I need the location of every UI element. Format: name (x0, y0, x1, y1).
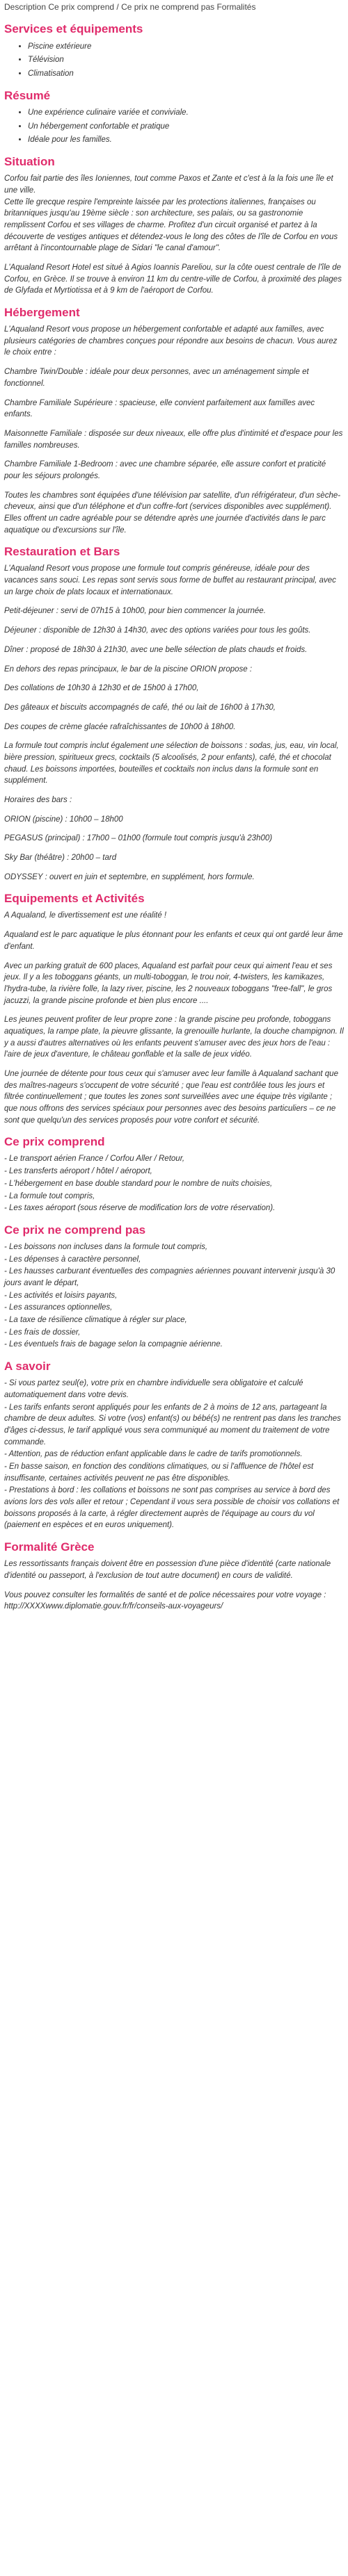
list-item: - L'hébergement en base double standard pour le nombre de nuits choisies, (4, 1179, 273, 1188)
paragraph: Dîner : proposé de 18h30 à 21h30, avec une belle sélection de plats chauds et froids. (4, 645, 308, 654)
a-savoir-section (4, 1359, 344, 1531)
list-item: - La taxe de résilience climatique à régler sur place, (4, 1316, 187, 1325)
resume-section (4, 88, 344, 146)
paragraph: Chambre Twin/Double : idéale pour deux personnes, avec un aménagement simple et fonctionnel. (4, 368, 309, 388)
list-item: - Les tarifs enfants seront appliqués pour les enfants de 2 à moins de 12 ans, partageant la chambre de deux adultes. Si votre (vos) enfant(s) ou bébé(s) ne rentrent pas dans les tranches d'âges ci-dessus, le tarif appliqué vous sera communiqué au moment du traitement de votre commande. (4, 1403, 341, 1446)
paragraph: PEGASUS (principal) : 17h00 – 01h00 (formule tout compris jusqu'à 23h00) (4, 834, 273, 843)
list-item: - Prestations à bord : les collations et boissons ne sont pas comprises au service à bord des avions lors des vols aller et retour ; Cependant il vous sera possible de choisir vos collations et boissons proposés à la carte, à régler directement auprès de l'équipage au cours du vol (paiement en espèces et en euros uniquement). (4, 1486, 340, 1530)
paragraph: Les jeunes peuvent profiter de leur propre zone : la grande piscine peu profonde, toboggans aquatiques, la rampe plate, la pieuvre glissante, la grenouille hurlante, la douche champignon. Il y a aussi d'autres alternatives où les enfants peuvent s'amuser avec des jeux hors de l'eau : l'aire de jeux d'aventure, le château gonflable et la salle de jeux vidéo. (4, 1016, 344, 1059)
paragraph: Cette île grecque respire l'empreinte laissée par les protections italiennes, françaises ou britanniques jusqu'au 19ème siècle : son architecture, ses palais, ou sa gastronomie remplissent Corfou et ses villages de charme. Profitez d'un circuit organisé et partez à la découverte de vestiges antiques et détendez-vous le long des côtes de l'île de Corfou en vous arrêtant à l'incontournable plage de Sidari "le canal d'amour". (4, 197, 338, 253)
list-item: - Les frais de dossier, (4, 1328, 81, 1337)
list-item: - Attention, pas de réduction enfant applicable dans le cadre de tarifs promotionnels. (4, 1450, 303, 1459)
restauration-section (4, 544, 344, 883)
breadcrumb: Description Ce prix comprend / Ce prix ne comprend pas Formalités (4, 2, 256, 12)
paragraph: Toutes les chambres sont équipées d'une télévision par satellite, d'un réfrigérateur, d'un sèche-cheveux, ainsi que d'un téléphone et d'un coffre-fort (services disponibles avec supplément). Elles offrent un cadre agréable pour se détendre après une journée d'activités dans le parc aquatique ou d'excursions sur l'île. (4, 491, 341, 535)
paragraph: Des coupes de crème glacée rafraîchissantes de 10h00 à 18h00. (4, 722, 236, 731)
paragraph: Corfou fait partie des îles Ioniennes, tout comme Paxos et Zante et c'est à la la fois une île et une ville. (4, 174, 333, 195)
list-item: - Si vous partez seul(e), votre prix en chambre individuelle sera obligatoire et calculé automatiquement dans votre devis. (4, 1379, 303, 1400)
comprend-title: Ce prix comprend (4, 1135, 105, 1149)
ne-comprend-title: Ce prix ne comprend pas (4, 1223, 146, 1237)
list-item: • Piscine extérieure (28, 41, 344, 53)
formalite-link-paragraph[interactable]: Vous pouvez consulter les formalités de santé et de police nécessaires pour votre voyage : http://XXXXwww.diplomatie.gouv.fr/fr/conseils-aux-voyageurs/ (4, 1590, 326, 1611)
paragraph: Chambre Familiale Supérieure : spacieuse, elle convient parfaitement aux familles avec enfants. (4, 398, 315, 419)
list-item: - Les boissons non incluses dans la formule tout compris, (4, 1243, 208, 1252)
paragraph: ORION (piscine) : 10h00 – 18h00 (4, 815, 123, 824)
paragraph: L'Aqualand Resort vous propose une formule tout compris généreuse, idéale pour des vacances sans souci. Les repas sont servis sous forme de buffet au restaurant principal, avec un large choix de plats locaux et internationaux. (4, 564, 336, 596)
paragraph: Maisonnette Familiale : disposée sur deux niveaux, elle offre plus d'intimité et d'espace pour les familles nombreuses. (4, 429, 343, 450)
resume-list (4, 107, 344, 146)
list-item: - Les hausses carburant éventuelles des compagnies aériennes pouvant intervenir jusqu'à 30 jours avant le départ, (4, 1267, 335, 1288)
ne-comprend-section (4, 1223, 344, 1351)
paragraph: Chambre Familiale 1-Bedroom : avec une chambre séparée, elle assure confort et praticité pour les séjours prolongés. (4, 460, 326, 480)
situation-section (4, 154, 344, 297)
ne-comprend-list (4, 1241, 344, 1351)
services-title: Services et équipements (4, 22, 143, 36)
equipements-title: Equipements et Activités (4, 892, 145, 906)
paragraph: Petit-déjeuner : servi de 07h15 à 10h00, pour bien commencer la journée. (4, 607, 266, 616)
list-item: - Les taxes aéroport (sous réserve de modification lors de votre réservation). (4, 1204, 276, 1213)
comprend-list (4, 1153, 344, 1214)
list-item: - La formule tout compris, (4, 1191, 95, 1200)
formalite-title: Formalité Grèce (4, 1540, 95, 1554)
list-item: • Climatisation (28, 68, 344, 80)
services-section (4, 22, 344, 79)
paragraph: L'Aqualand Resort Hotel est situé à Agios Ioannis Pareliou, sur la côte ouest centrale de l'île de Corfou, en Grèce. Il se trouve à environ 11 km du centre-ville de Corfou, à proximité des plages de Glyfada et Myrtiotissa et à 9 km de l'aéroport de Corfou. (4, 263, 342, 295)
list-item: - Les assurances optionnelles, (4, 1303, 113, 1312)
paragraph: Une journée de détente pour tous ceux qui s'amuser avec leur famille à Aqualand sachant que des maîtres-nageurs s'occupent de votre sécurité ; que l'eau est contrôlée tous les jours et filtrée continuellement ; que toutes les zones sont surveillées avec une équipe très vigilante ; que nous offrons des services spéciaux pour personnes avec des besoins particuliers – ce ne sont que quelqu'un des services proposés pour votre confort et sécurité. (4, 1069, 338, 1125)
paragraph: Des collations de 10h30 à 12h30 et de 15h00 à 17h00, (4, 684, 199, 693)
paragraph: En dehors des repas principaux, le bar de la piscine ORION propose : (4, 665, 253, 674)
paragraph: Aqualand est le parc aquatique le plus étonnant pour les enfants et ceux qui ont gardé leur âme d'enfant. (4, 931, 343, 951)
paragraph: Des gâteaux et biscuits accompagnés de café, thé ou lait de 16h00 à 17h30, (4, 703, 276, 712)
a-savoir-title: A savoir (4, 1360, 51, 1373)
paragraph: L'Aqualand Resort vous propose un hébergement confortable et adapté aux familles, avec plusieurs catégories de chambres conçues pour répondre aux besoins de chacun. Vous aurez le choix entre : (4, 325, 338, 357)
paragraph: Sky Bar (théâtre) : 20h00 – tard (4, 853, 117, 862)
paragraph: Les ressortissants français doivent être en possession d'une pièce d'identité (carte nationale d'identité ou passeport, à l'exclusion de tout autre document) en cours de validité. (4, 1560, 331, 1581)
list-item: • Une expérience culinaire variée et conviviale. (28, 107, 344, 119)
paragraph: ODYSSEY : ouvert en juin et septembre, en supplément, hors formule. (4, 872, 255, 881)
list-item: • Idéale pour les familles. (28, 134, 344, 146)
paragraph: A Aqualand, le divertissement est une réalité ! (4, 911, 167, 920)
paragraph: La formule tout compris inclut également une sélection de boissons : sodas, jus, eau, vin local, bière pression, spiritueux grecs, cocktails (5 alcoolisés, 2 pour enfants), café, thé et chocolat chaud. Les boissons importées, bouteilles et cocktails non inclus dans la formule sont en supplément. (4, 742, 339, 785)
list-item: • Un hébergement confortable et pratique (28, 121, 344, 133)
hebergement-section (4, 305, 344, 536)
list-item: - Les transferts aéroport / hôtel / aéroport, (4, 1167, 152, 1176)
paragraph: Horaires des bars : (4, 795, 72, 804)
list-item: - Les éventuels frais de bagage selon la compagnie aérienne. (4, 1340, 223, 1349)
list-item: • Télévision (28, 54, 344, 66)
situation-title: Situation (4, 154, 55, 168)
paragraph: Avec un parking gratuit de 600 places, Aqualand est parfait pour ceux qui aiment l'eau et ses jeux. Il y a les toboggans géants, un multi-toboggan, le trou noir, 4-twisters, les kamikazes, l'hydra-tube, la rivière folle, la lazy river, piscine, les 2 nouveaux toboggans "free-fall", le gros jacuzzi, la grande piscine profonde et bien plus encore .... (4, 961, 333, 1005)
paragraph: Déjeuner : disponible de 12h30 à 14h30, avec des options variées pour tous les goûts. (4, 626, 311, 635)
resume-title: Résumé (4, 88, 51, 102)
formalite-section (4, 1540, 344, 1613)
restauration-title: Restauration et Bars (4, 545, 120, 559)
hebergement-title: Hébergement (4, 305, 80, 319)
page (0, 1, 348, 1631)
list-item: - Les activités et loisirs payants, (4, 1291, 118, 1300)
a-savoir-list (4, 1378, 344, 1531)
list-item: - Les dépenses à caractère personnel, (4, 1255, 141, 1264)
equipements-section (4, 891, 344, 1126)
list-item: - Le transport aérien France / Corfou Aller / Retour, (4, 1155, 185, 1164)
comprend-section (4, 1134, 344, 1214)
services-list (4, 41, 344, 80)
list-item: - En basse saison, en fonction des conditions climatiques, ou si l'affluence de l'hôtel est insuffisante, certaines activités peuvent ne pas être disponibles. (4, 1462, 314, 1483)
